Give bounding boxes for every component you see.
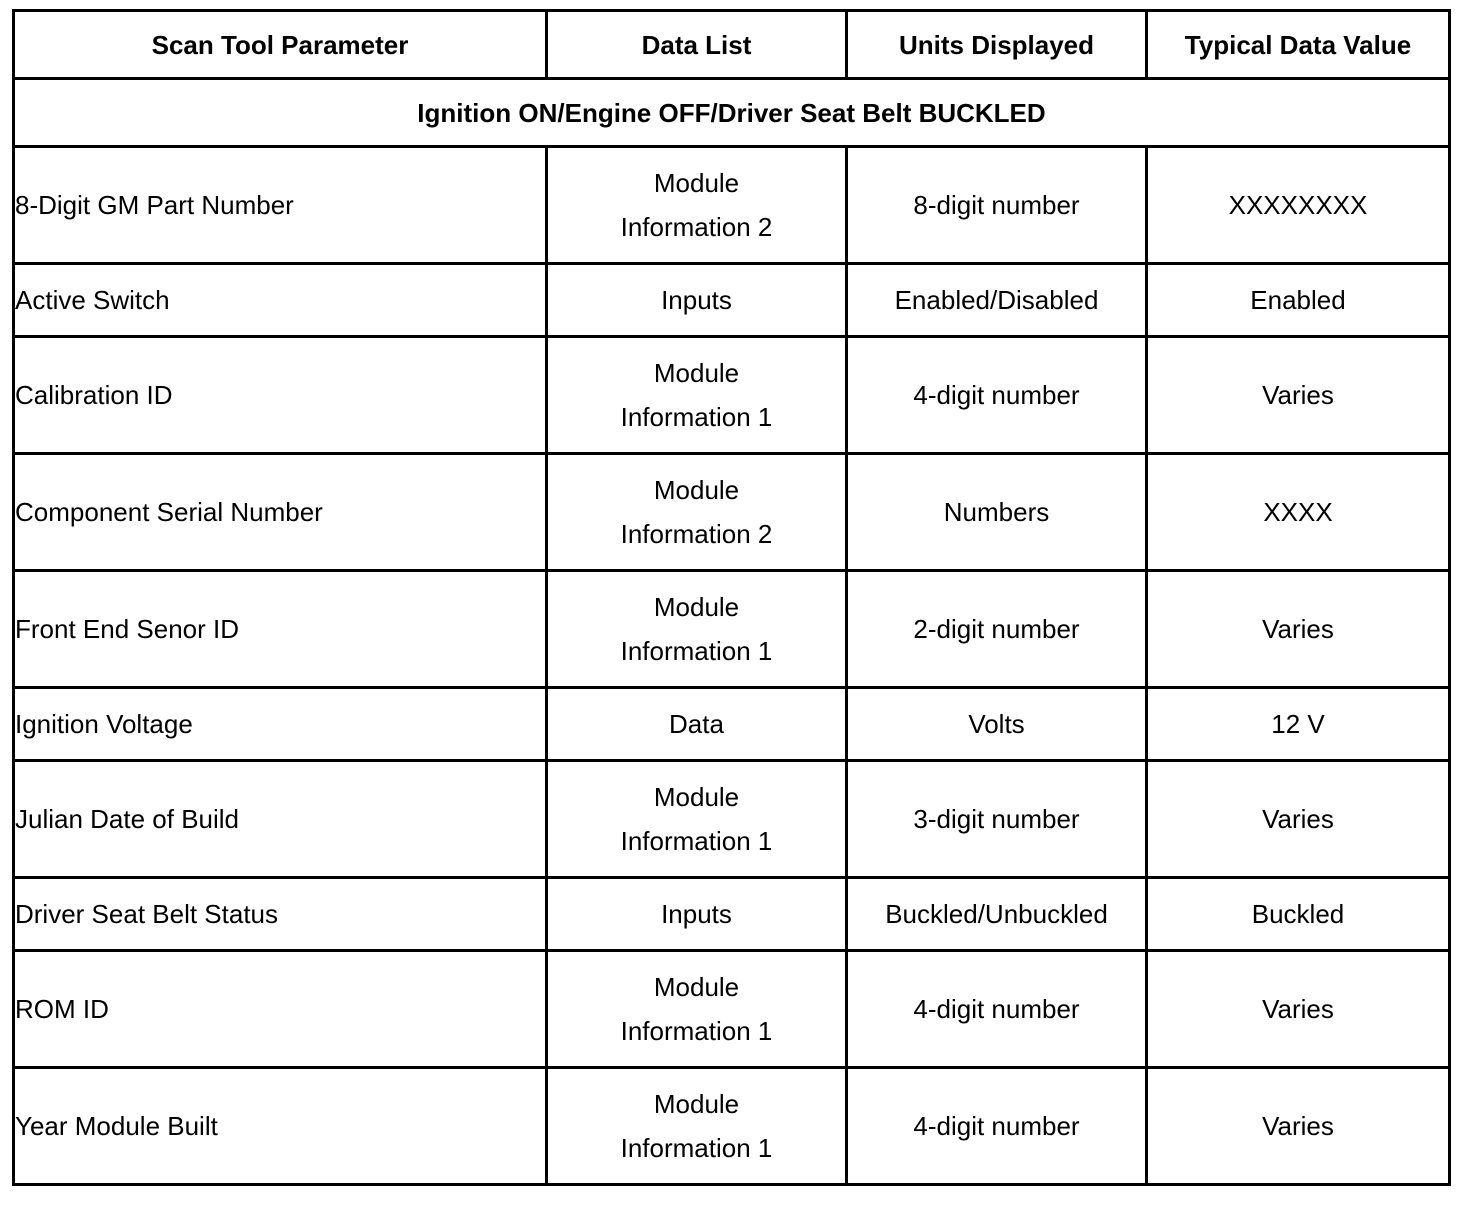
typical-value-cell: Varies bbox=[1147, 951, 1450, 1068]
units-cell: 2-digit number bbox=[847, 571, 1147, 688]
data-list-line: Inputs bbox=[661, 899, 732, 929]
typical-value-cell: 12 V bbox=[1147, 688, 1450, 761]
data-list-cell bbox=[547, 951, 847, 1068]
data-list-cell bbox=[547, 1068, 847, 1185]
typical-value-cell: XXXXXXXX bbox=[1147, 147, 1450, 264]
table-row bbox=[14, 264, 1450, 337]
data-list-line: Information 1 bbox=[620, 402, 773, 432]
typical-value-cell: XXXX bbox=[1147, 454, 1450, 571]
data-list-line: Module bbox=[653, 358, 740, 388]
header-data-list: Data List bbox=[547, 11, 847, 79]
data-list-cell bbox=[547, 688, 847, 761]
table-row bbox=[14, 761, 1450, 878]
parameter-cell: Driver Seat Belt Status bbox=[14, 878, 547, 951]
typical-value-cell: Buckled bbox=[1147, 878, 1450, 951]
units-cell: 3-digit number bbox=[847, 761, 1147, 878]
parameter-cell: Julian Date of Build bbox=[14, 761, 547, 878]
table-row bbox=[14, 454, 1450, 571]
data-list-line: Module bbox=[653, 168, 740, 198]
table-row bbox=[14, 337, 1450, 454]
data-list-cell bbox=[547, 878, 847, 951]
table-row bbox=[14, 147, 1450, 264]
parameter-cell: Front End Senor ID bbox=[14, 571, 547, 688]
table-row bbox=[14, 951, 1450, 1068]
parameter-cell: Active Switch bbox=[14, 264, 547, 337]
typical-value-cell: Varies bbox=[1147, 1068, 1450, 1185]
scan-tool-data-table bbox=[12, 9, 1451, 1186]
data-list-line: Module bbox=[653, 782, 740, 812]
data-list-line: Information 2 bbox=[620, 519, 773, 549]
units-cell: Enabled/Disabled bbox=[847, 264, 1147, 337]
typical-value-cell: Varies bbox=[1147, 571, 1450, 688]
header-typical-data-value: Typical Data Value bbox=[1147, 11, 1450, 79]
data-list-cell bbox=[547, 571, 847, 688]
data-list-line: Information 1 bbox=[620, 636, 773, 666]
typical-value-cell: Enabled bbox=[1147, 264, 1450, 337]
header-scan-tool-parameter: Scan Tool Parameter bbox=[14, 11, 547, 79]
data-list-line: Module bbox=[653, 475, 740, 505]
section-title: Ignition ON/Engine OFF/Driver Seat Belt BUCKLED bbox=[14, 79, 1450, 147]
units-cell: 4-digit number bbox=[847, 337, 1147, 454]
table-row bbox=[14, 688, 1450, 761]
parameter-cell: Ignition Voltage bbox=[14, 688, 547, 761]
units-cell: 4-digit number bbox=[847, 1068, 1147, 1185]
data-list-line: Module bbox=[653, 972, 740, 1002]
section-row bbox=[14, 79, 1450, 147]
data-list-line: Information 1 bbox=[620, 826, 773, 856]
units-cell: Buckled/Unbuckled bbox=[847, 878, 1147, 951]
data-list-cell bbox=[547, 454, 847, 571]
data-list-line: Information 1 bbox=[620, 1016, 773, 1046]
data-list-line: Data bbox=[669, 709, 724, 739]
table-header-row bbox=[14, 11, 1450, 79]
units-cell: 8-digit number bbox=[847, 147, 1147, 264]
units-cell: 4-digit number bbox=[847, 951, 1147, 1068]
data-list-cell bbox=[547, 337, 847, 454]
parameter-cell: Calibration ID bbox=[14, 337, 547, 454]
header-units-displayed: Units Displayed bbox=[847, 11, 1147, 79]
data-list-cell bbox=[547, 264, 847, 337]
parameter-cell: Component Serial Number bbox=[14, 454, 547, 571]
data-list-line: Module bbox=[653, 592, 740, 622]
data-list-cell bbox=[547, 761, 847, 878]
table-row bbox=[14, 571, 1450, 688]
typical-value-cell: Varies bbox=[1147, 761, 1450, 878]
data-list-line: Information 2 bbox=[620, 212, 773, 242]
units-cell: Volts bbox=[847, 688, 1147, 761]
data-list-line: Module bbox=[653, 1089, 740, 1119]
units-cell: Numbers bbox=[847, 454, 1147, 571]
parameter-cell: 8-Digit GM Part Number bbox=[14, 147, 547, 264]
data-list-cell bbox=[547, 147, 847, 264]
parameter-cell: ROM ID bbox=[14, 951, 547, 1068]
table-row bbox=[14, 1068, 1450, 1185]
typical-value-cell: Varies bbox=[1147, 337, 1450, 454]
parameter-cell: Year Module Built bbox=[14, 1068, 547, 1185]
data-list-line: Information 1 bbox=[620, 1133, 773, 1163]
data-list-line: Inputs bbox=[661, 285, 732, 315]
table-row bbox=[14, 878, 1450, 951]
